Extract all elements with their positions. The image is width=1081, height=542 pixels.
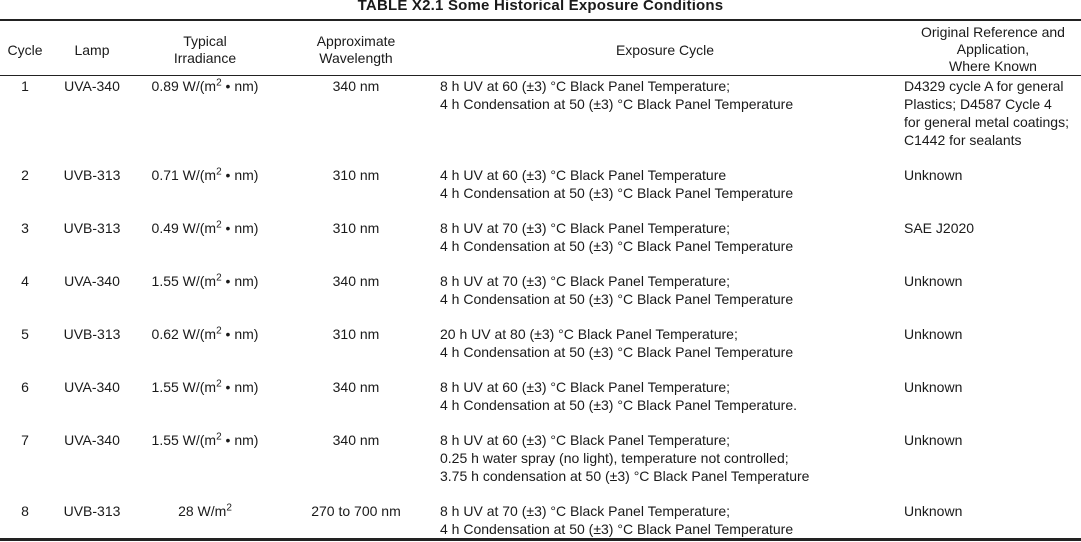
exposure-line: 8 h UV at 60 (±3) °C Black Panel Temperature;	[440, 78, 731, 94]
exposure-line: 4 h Condensation at 50 (±3) °C Black Panel Temperature	[440, 185, 794, 201]
cycle-cell: 7	[21, 432, 29, 448]
irradiance-value: 28 W/m	[178, 503, 227, 519]
header-wavelength-line: Wavelength	[319, 50, 393, 66]
exposure-line: 4 h Condensation at 50 (±3) °C Black Panel Temperature	[440, 521, 794, 537]
irradiance-cell	[140, 219, 270, 237]
exposure-line: 8 h UV at 70 (±3) °C Black Panel Temperature;	[440, 273, 731, 289]
reference-cell	[904, 502, 1081, 520]
cycle-cell: 4	[21, 273, 29, 289]
reference-cell	[904, 219, 1081, 237]
irradiance-unit: • nm)	[221, 78, 259, 94]
reference-line: Unknown	[904, 326, 963, 342]
cycle-cell: 2	[21, 167, 29, 183]
irradiance-cell	[140, 502, 270, 520]
irradiance-unit: • nm)	[221, 167, 259, 183]
header-wavelength-line: Approximate	[316, 33, 396, 49]
exposure-cell	[440, 77, 793, 113]
reference-cell	[904, 166, 1081, 184]
exposure-line: 0.25 h water spray (no light), temperature not controlled;	[440, 450, 789, 466]
exposure-line: 8 h UV at 70 (±3) °C Black Panel Temperature;	[440, 220, 731, 236]
irradiance-exponent: 2	[216, 378, 222, 390]
exposure-line: 8 h UV at 60 (±3) °C Black Panel Temperature;	[440, 432, 731, 448]
cycle-cell: 3	[21, 220, 29, 236]
irradiance-value: 1.55 W/(m	[151, 273, 217, 289]
irradiance-value: 0.49 W/(m	[151, 220, 217, 236]
header-lamp: Lamp	[74, 42, 110, 58]
header-irradiance-line: Typical	[183, 33, 227, 49]
exposure-cell	[440, 219, 793, 255]
wavelength-cell: 270 to 700 nm	[311, 503, 401, 519]
irradiance-cell	[140, 325, 270, 343]
reference-line: Unknown	[904, 273, 963, 289]
irradiance-unit: • nm)	[221, 379, 259, 395]
reference-line: Unknown	[904, 379, 963, 395]
irradiance-exponent: 2	[216, 77, 222, 89]
top-rule	[0, 19, 1081, 21]
exposure-line: 4 h Condensation at 50 (±3) °C Black Panel Temperature	[440, 344, 794, 360]
header-cycle: Cycle	[7, 42, 43, 58]
exposure-line: 3.75 h condensation at 50 (±3) °C Black Panel Temperature	[440, 468, 810, 484]
reference-cell	[904, 77, 1081, 149]
irradiance-value: 1.55 W/(m	[151, 432, 217, 448]
wavelength-cell: 310 nm	[332, 326, 380, 342]
irradiance-exponent: 2	[226, 502, 232, 514]
reference-line: D4329 cycle A for general	[904, 78, 1064, 94]
exposure-line: 4 h Condensation at 50 (±3) °C Black Panel Temperature.	[440, 397, 797, 413]
lamp-cell: UVA-340	[64, 273, 120, 289]
header-reference-line: Application,	[956, 41, 1030, 57]
irradiance-unit: • nm)	[221, 326, 259, 342]
table-title: TABLE X2.1 Some Historical Exposure Conditions	[357, 0, 724, 14]
lamp-cell: UVA-340	[64, 432, 120, 448]
header-rule	[0, 75, 1081, 76]
cycle-cell: 1	[21, 78, 29, 94]
header-irradiance-line: Irradiance	[173, 50, 237, 66]
exposure-line: 4 h UV at 60 (±3) °C Black Panel Temperature	[440, 167, 727, 183]
exposure-cell	[440, 325, 793, 361]
irradiance-cell	[140, 77, 270, 95]
exposure-cell	[440, 272, 793, 308]
lamp-cell: UVB-313	[63, 503, 121, 519]
header-wavelength	[290, 33, 422, 67]
exposure-cell	[440, 502, 793, 538]
irradiance-exponent: 2	[216, 431, 222, 443]
wavelength-cell: 340 nm	[332, 379, 380, 395]
reference-cell	[904, 272, 1081, 290]
irradiance-unit: • nm)	[221, 432, 259, 448]
exposure-line: 8 h UV at 70 (±3) °C Black Panel Temperature;	[440, 503, 731, 519]
exposure-cell	[440, 431, 809, 485]
cycle-cell: 6	[21, 379, 29, 395]
exposure-line: 4 h Condensation at 50 (±3) °C Black Panel Temperature	[440, 238, 794, 254]
irradiance-value: 0.71 W/(m	[151, 167, 217, 183]
irradiance-value: 0.62 W/(m	[151, 326, 217, 342]
reference-cell	[904, 378, 1081, 396]
lamp-cell: UVA-340	[64, 78, 120, 94]
irradiance-value: 0.89 W/(m	[151, 78, 217, 94]
lamp-cell: UVA-340	[64, 379, 120, 395]
irradiance-cell	[140, 431, 270, 449]
irradiance-cell	[140, 272, 270, 290]
lamp-cell: UVB-313	[63, 220, 121, 236]
exposure-line: 4 h Condensation at 50 (±3) °C Black Panel Temperature	[440, 291, 794, 307]
header-irradiance	[140, 33, 270, 67]
irradiance-unit: • nm)	[221, 220, 259, 236]
exposure-cell	[440, 378, 797, 414]
irradiance-unit: • nm)	[221, 273, 259, 289]
exposure-line: 20 h UV at 80 (±3) °C Black Panel Temperature;	[440, 326, 738, 342]
cycle-cell: 5	[21, 326, 29, 342]
reference-line: Unknown	[904, 503, 963, 519]
irradiance-cell	[140, 378, 270, 396]
reference-line: Plastics; D4587 Cycle 4	[904, 96, 1052, 112]
exposure-line: 8 h UV at 60 (±3) °C Black Panel Temperature;	[440, 379, 731, 395]
lamp-cell: UVB-313	[63, 167, 121, 183]
wavelength-cell: 340 nm	[332, 78, 380, 94]
bottom-rule	[0, 538, 1081, 541]
irradiance-cell	[140, 166, 270, 184]
exposure-cell	[440, 166, 793, 202]
lamp-cell: UVB-313	[63, 326, 121, 342]
reference-cell	[904, 431, 1081, 449]
header-exposure: Exposure Cycle	[615, 42, 715, 58]
cycle-cell: 8	[21, 503, 29, 519]
irradiance-exponent: 2	[216, 219, 222, 231]
reference-line: Unknown	[904, 432, 963, 448]
irradiance-value: 1.55 W/(m	[151, 379, 217, 395]
reference-cell	[904, 325, 1081, 343]
header-reference	[893, 24, 1081, 75]
reference-line: SAE J2020	[904, 220, 975, 236]
irradiance-exponent: 2	[216, 325, 222, 337]
wavelength-cell: 340 nm	[332, 432, 380, 448]
irradiance-exponent: 2	[216, 272, 222, 284]
header-reference-line: Original Reference and	[921, 24, 1065, 40]
reference-line: for general metal coatings;	[904, 114, 1069, 130]
wavelength-cell: 340 nm	[332, 273, 380, 289]
exposure-line: 4 h Condensation at 50 (±3) °C Black Panel Temperature	[440, 96, 794, 112]
wavelength-cell: 310 nm	[332, 167, 380, 183]
reference-line: C1442 for sealants	[904, 132, 1022, 148]
reference-line: Unknown	[904, 167, 963, 183]
header-reference-line: Where Known	[949, 58, 1037, 74]
wavelength-cell: 310 nm	[332, 220, 380, 236]
irradiance-exponent: 2	[216, 166, 222, 178]
